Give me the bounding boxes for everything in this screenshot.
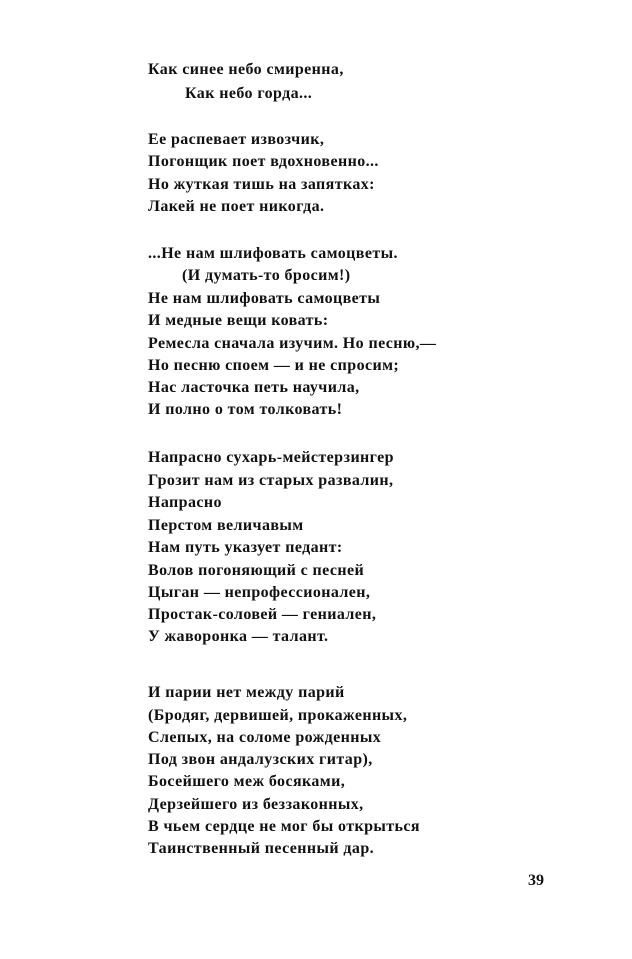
poem-line: ...Не нам шлифовать самоцветы. bbox=[148, 245, 398, 262]
poem-line: Не нам шлифовать самоцветы bbox=[148, 290, 381, 307]
poem-line: И полно о том толковать! bbox=[148, 401, 343, 418]
poem-line: И парии нет между парий bbox=[148, 684, 345, 701]
poem-line: Простак-соловей — гениален, bbox=[148, 606, 377, 623]
poem-line: Нас ласточка петь научила, bbox=[148, 379, 360, 396]
poem-line: Слепых, на соломе рожденных bbox=[148, 729, 382, 746]
poem-line: (И думать-то бросим!) bbox=[182, 267, 351, 284]
poem-line: Перстом величавым bbox=[148, 517, 304, 534]
poem-line: Напрасно сухарь-мейстерзингер bbox=[148, 449, 394, 466]
poem-line: Нам путь указует педант: bbox=[148, 539, 343, 556]
page-number: 39 bbox=[528, 872, 544, 889]
poem-line: Но песню споем — и не спросим; bbox=[148, 357, 400, 374]
poem-line: Ее распевает извозчик, bbox=[148, 131, 325, 148]
poem-line: Цыган — непрофессионален, bbox=[148, 584, 371, 601]
poem-line: Таинственный песенный дар. bbox=[148, 840, 375, 857]
poem-line: Волов погоняющий с песней bbox=[148, 562, 365, 579]
poem-line: Лакей не поет никогда. bbox=[148, 198, 325, 215]
poem-line: И медные вещи ковать: bbox=[148, 312, 329, 329]
poem-line: Напрасно bbox=[148, 494, 222, 511]
poem-line: Погонщик поет вдохновенно... bbox=[148, 153, 379, 170]
poem-line: Дерзейшего из беззаконных, bbox=[148, 796, 364, 813]
poem-line: Ремесла сначала изучим. Но песню,— bbox=[148, 335, 437, 352]
poem-line: Босейшего меж босяками, bbox=[148, 773, 346, 790]
poem-line: У жаворонка — талант. bbox=[148, 628, 329, 645]
poem-line: Как небо горда... bbox=[185, 85, 313, 102]
poem-line: Как синее небо смиренна, bbox=[148, 61, 344, 78]
poem-line: Под звон андалузских гитар), bbox=[148, 751, 373, 768]
poem-line: В чьем сердце не мог бы открыться bbox=[148, 818, 420, 835]
poem-line: Грозит нам из старых развалин, bbox=[148, 472, 394, 489]
poem-line: (Бродяг, дервишей, прокаженных, bbox=[148, 707, 408, 724]
poem-line: Но жуткая тишь на запятках: bbox=[148, 176, 375, 193]
